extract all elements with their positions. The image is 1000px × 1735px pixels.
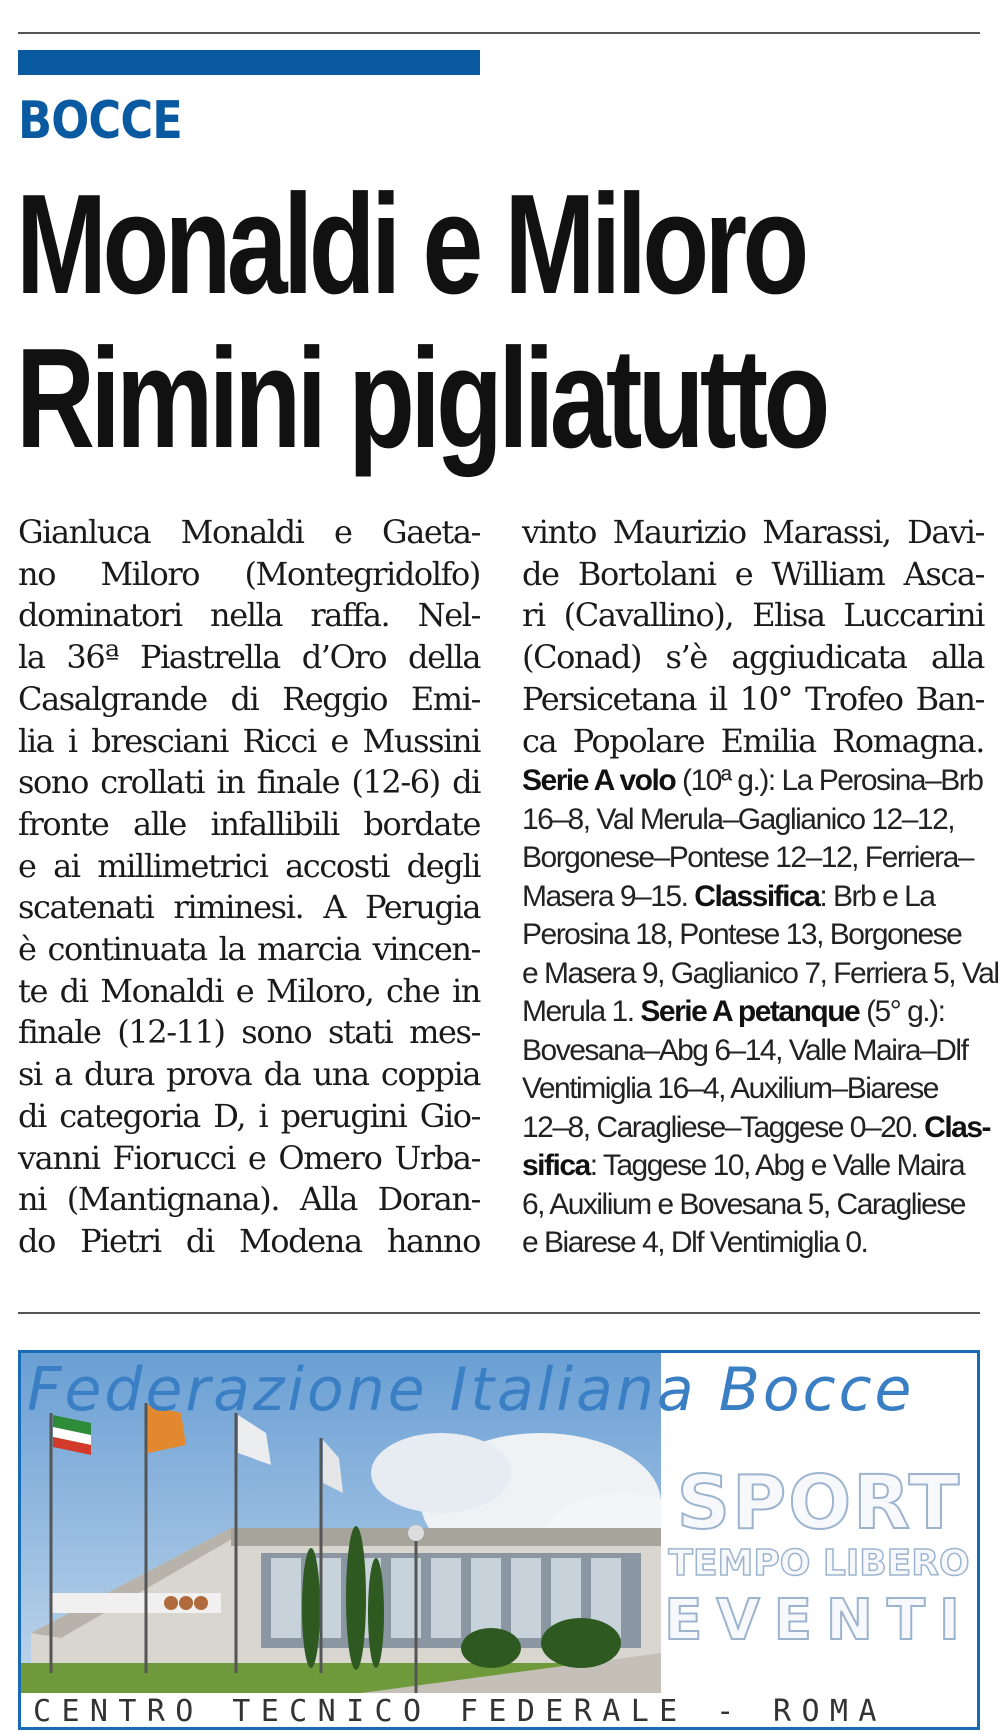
- text-line: di categoria D, i perugini Gio-: [18, 1096, 480, 1135]
- section-divider: [18, 1312, 980, 1314]
- text-line: vanni Fiorucci e Omero Urba-: [18, 1138, 480, 1177]
- results-line: Merula 1. Serie A petanque (5° g.):: [522, 995, 945, 1028]
- text-line: finale (12-11) sono stati mes-: [18, 1013, 480, 1052]
- text-line: ri (Cavallino), Elisa Luccarini: [522, 596, 984, 635]
- text-line: Persicetana il 10° Trofeo Ban-: [522, 679, 984, 718]
- ad-eventi-text: EVENTI: [664, 1588, 974, 1653]
- text-line: scatenati riminesi. A Perugia: [18, 888, 480, 927]
- ad-tempo-libero-text: TEMPO LIBERO: [668, 1543, 970, 1584]
- results-line: 16–8, Val Merula–Gaglianico 12–12,: [522, 802, 955, 836]
- results-heading: sifica: [522, 1149, 590, 1182]
- text-line: fronte alle infallibili bordate: [18, 804, 480, 843]
- ad-title: Federazione Italiana Bocce: [27, 1355, 915, 1425]
- results-line: 12–8, Caragliese–Taggese 0–20. Clas-: [522, 1110, 991, 1144]
- text-line: ni (Mantignana). Alla Doran-: [18, 1180, 480, 1219]
- text-line: si a dura prova da una coppia: [18, 1055, 480, 1094]
- results-line: Bovesana–Abg 6–14, Valle Maira–Dlf: [522, 1033, 968, 1067]
- text-line: do Pietri di Modena hanno: [18, 1221, 480, 1260]
- text-line: e ai millimetrici accosti degli: [18, 846, 480, 885]
- top-rule: [18, 32, 980, 34]
- results-line: Borgonese–Pontese 12–12, Ferriera–: [522, 841, 974, 874]
- text-line: ca Popolare Emilia Romagna.: [522, 721, 984, 760]
- results-line: Perosina 18, Pontese 13, Borgonese: [522, 918, 962, 951]
- ad-sport-text: SPORT: [676, 1460, 962, 1546]
- federation-advertisement: [18, 1350, 980, 1730]
- results-block: [522, 762, 999, 1263]
- results-heading: Serie A petanque: [640, 995, 860, 1028]
- article-column-right: [522, 512, 984, 762]
- text-line: la 36ª Piastrella d’Oro della: [18, 638, 480, 677]
- text-line: de Bortolani e William Asca-: [522, 554, 984, 593]
- results-heading: Clas-: [924, 1110, 991, 1144]
- headline-line-1: Monaldi e Miloro: [16, 165, 805, 324]
- headline-line-2: Rimini pigliatutto: [16, 319, 826, 478]
- text-line: vinto Maurizio Marassi, Davi-: [522, 513, 984, 551]
- results-line: e Masera 9, Gaglianico 7, Ferriera 5, Val: [522, 956, 999, 990]
- results-line: Masera 9–15. Classifica: Brb e La: [522, 879, 935, 913]
- section-color-bar: [18, 50, 480, 75]
- results-line: Ventimiglia 16–4, Auxilium–Biarese: [522, 1072, 938, 1105]
- ad-footer-caption: CENTRO TECNICO FEDERALE - ROMA: [21, 1693, 980, 1730]
- section-label: BOCCE: [18, 91, 182, 151]
- article-column-left: [18, 512, 480, 1263]
- text-line: (Conad) s’è aggiudicata alla: [522, 638, 984, 677]
- results-line: sifica: Taggese 10, Abg e Valle Maira: [522, 1149, 965, 1182]
- text-line: te di Monaldi e Miloro, che in: [18, 971, 480, 1010]
- text-line: Gianluca Monaldi e Gaeta-: [18, 513, 480, 551]
- text-line: dominatori nella raffa. Nel-: [18, 596, 480, 635]
- results-line: 6, Auxilium e Bovesana 5, Caragliese: [522, 1187, 965, 1221]
- text-line: lia i bresciani Ricci e Mussini: [18, 721, 480, 760]
- text-line: sono crollati in finale (12-6) di: [18, 763, 480, 802]
- text-line: no Miloro (Montegridolfo): [18, 554, 480, 593]
- results-heading: Serie A volo: [522, 764, 676, 797]
- results-line: Serie A volo (10ª g.): La Perosina–Brb: [522, 764, 983, 797]
- text-line: Casalgrande di Reggio Emi-: [18, 679, 480, 718]
- results-line: e Biarese 4, Dlf Ventimiglia 0.: [522, 1226, 868, 1259]
- results-heading: Classifica: [694, 879, 820, 913]
- text-line: è continuata la marcia vincen-: [18, 930, 480, 969]
- headline: [16, 165, 826, 478]
